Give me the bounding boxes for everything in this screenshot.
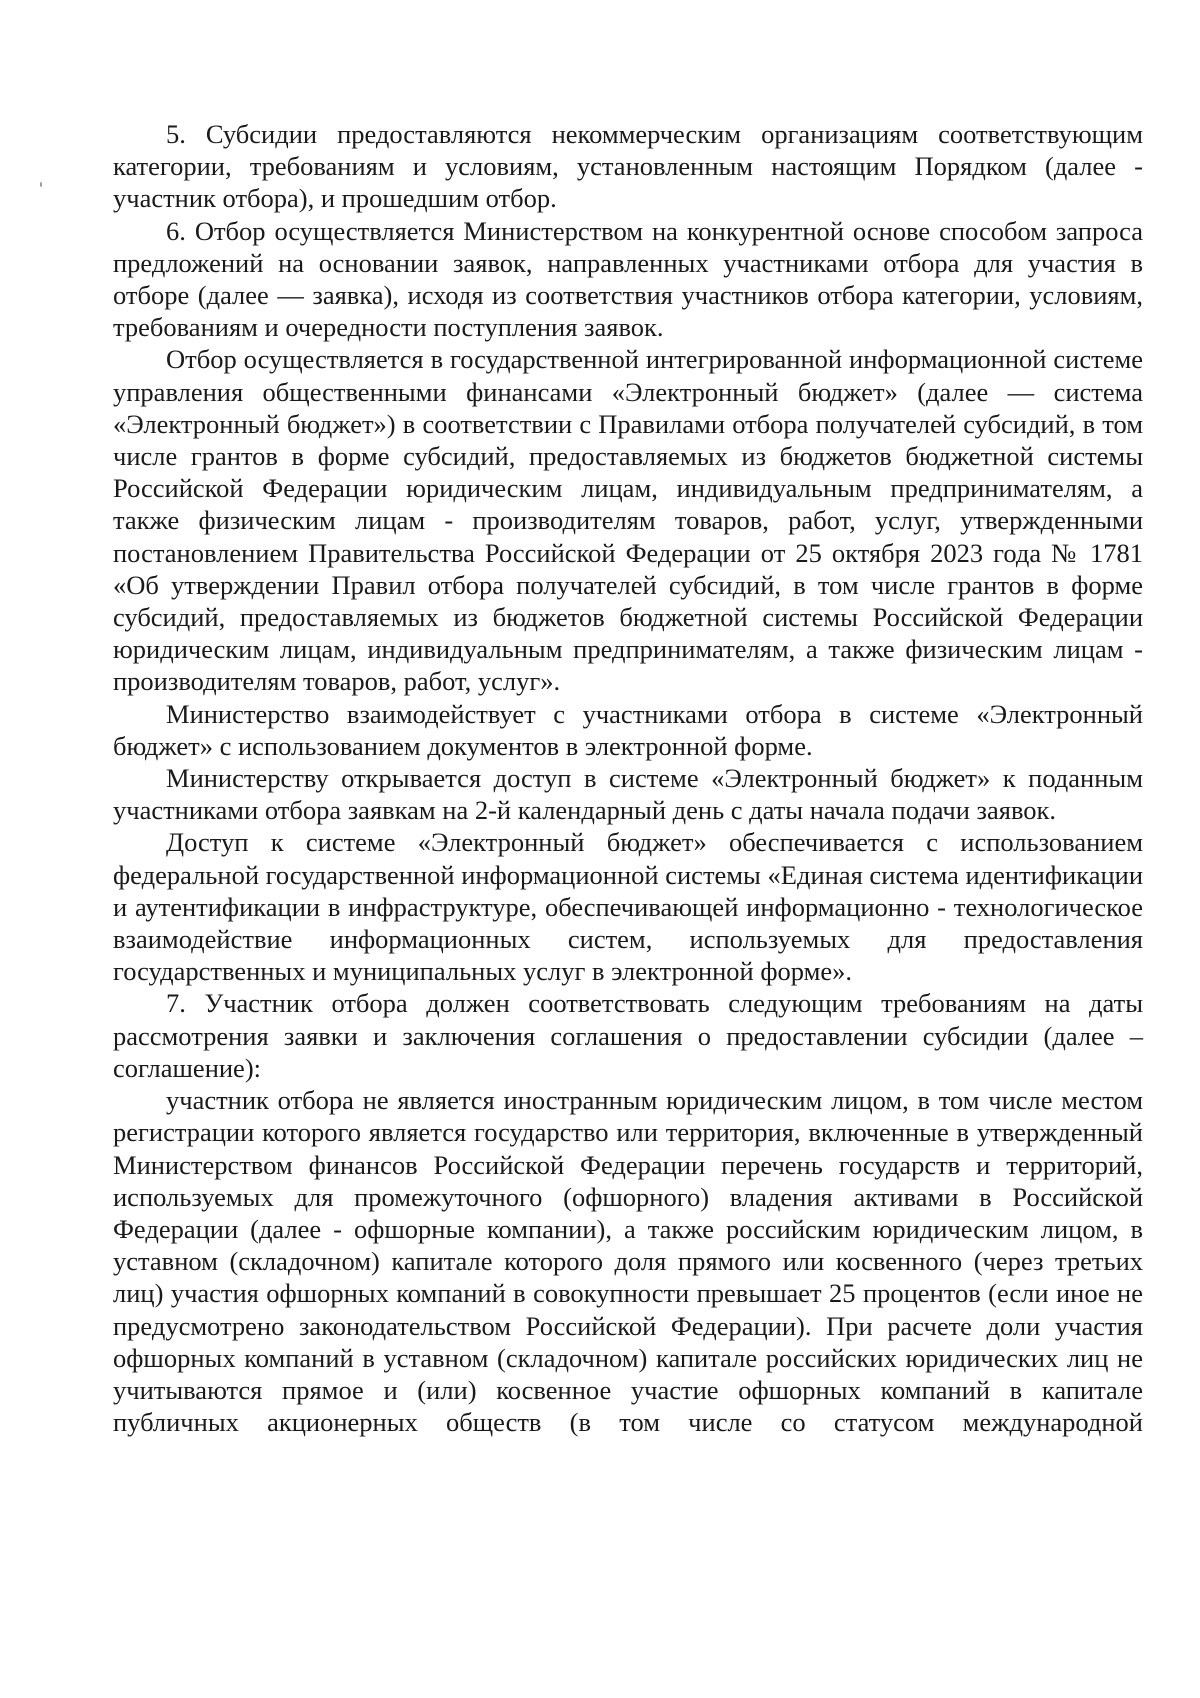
paragraph-selection-system: Отбор осуществляется в государственной интегрированной информационной системе управления общественными финансами «Электронный бюджет» (далее — система «Электронный бюджет») в соответствии с Правилами отбора получателей субсидий, в том числе грантов в форме субсидий, предоставляемых из бюджетов бюджетной системы Российской Федерации юридическим лицам, индивидуальным предпринимателям, а также физическим лицам - производителям товаров, работ, услуг, утвержденными постановлением Правительства Российской Федерации от 25 октября 2023 года № 1781 «Об утверждении Правил отбора получателей субсидий, в том числе грантов в форме субсидий, предоставляемых из бюджетов бюджетной системы Российской Федерации юридическим лицам, индивидуальным предпринимателям, а также физическим лицам - производителям товаров, работ, услуг».	[113, 344, 1143, 697]
document-body	[113, 118, 1143, 1438]
paragraph-item-5: 5. Субсидии предоставляются некоммерческим организациям соответствующим категории, требованиям и условиям, установленным настоящим Порядком (далее - участник отбора), и прошедшим отбор.	[113, 119, 1143, 214]
paragraph-system-access: Доступ к системе «Электронный бюджет» обеспечивается с использованием федеральной государственной информационной системы «Единая система идентификации и аутентификации в инфраструктуре, обеспечивающей информационно - технологическое взаимодействие информационных систем, используемых для предоставления государственных и муниципальных услуг в электронной форме».	[113, 827, 1143, 987]
paragraph-item-6: 6. Отбор осуществляется Министерством на конкурентной основе способом запроса предложений на основании заявок, направленных участниками отбора для участия в отборе (далее — заявка), исходя из соответствия участников отбора категории, условиям, требованиям и очередности поступления заявок.	[113, 215, 1143, 343]
paragraph-ministry-interaction: Министерство взаимодействует с участниками отбора в системе «Электронный бюджет» с использованием документов в электронной форме.	[113, 698, 1143, 761]
scan-speck	[40, 182, 42, 187]
paragraph-ministry-access: Министерству открывается доступ в системе «Электронный бюджет» к поданным участниками отбора заявкам на 2-й календарный день с даты начала подачи заявок.	[113, 763, 1143, 826]
paragraph-requirement-offshore: участник отбора не является иностранным юридическим лицом, в том числе местом регистрации которого является государство или территория, включенные в утвержденный Министерством финансов Российской Федерации перечень государств и территорий, используемых для промежуточного (офшорного) владения активами в Российской Федерации (далее - офшорные компании), а также российским юридическим лицом, в уставном (складочном) капитале которого доля прямого или косвенного (через третьих лиц) участия офшорных компаний в совокупности превышает 25 процентов (если иное не предусмотрено законодательством Российской Федерации). При расчете доли участия офшорных компаний в уставном (складочном) капитале российских юридических лиц не учитываются прямое и (или) косвенное участие офшорных компаний в капитале публичных акционерных обществ (в том числе со статусом международной	[113, 1085, 1143, 1438]
paragraph-item-7: 7. Участник отбора должен соответствовать следующим требованиям на даты рассмотрения заявки и заключения соглашения о предоставлении субсидии (далее – соглашение):	[113, 988, 1143, 1083]
